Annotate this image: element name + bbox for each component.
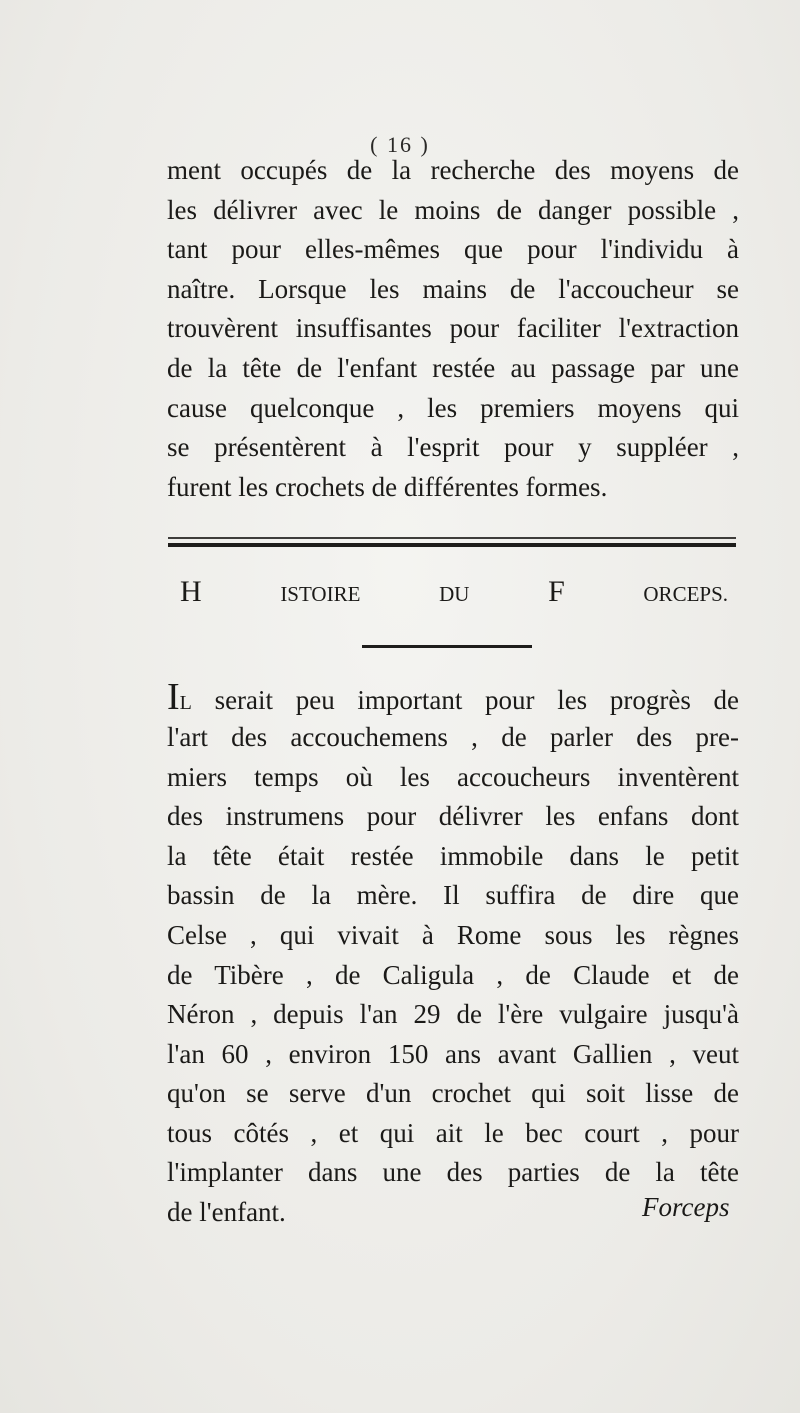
first-line-text: serait peu important pour les progrès de [214, 685, 739, 715]
text-line: des instrumens pour délivrer les enfans dont [167, 801, 739, 831]
text-line: naître. Lorsque les mains de l'accoucheur se [167, 274, 739, 304]
text-line: qu'on se serve d'un crochet qui soit lisse de [167, 1078, 739, 1108]
text-line: l'an 60 , environ 150 ans avant Gallien , veut [167, 1039, 739, 1069]
drop-cap-rest: L [179, 692, 192, 714]
text-line: de Tibère , de Caligula , de Claude et de [167, 960, 739, 990]
text-line: trouvèrent insuffisantes pour faciliter l'extraction [167, 313, 739, 343]
text-line: les délivrer avec le moins de danger possible , [167, 195, 739, 225]
heading-initial: F [548, 575, 565, 608]
text-line: furent les crochets de différentes formes. [167, 472, 608, 502]
page-number: ( 16 ) [370, 132, 430, 157]
text-line: miers temps où les accoucheurs inventèrent [167, 762, 739, 792]
section-rule-thin [168, 537, 736, 539]
text-line: de la tête de l'enfant restée au passage par une [167, 353, 739, 383]
heading-word: ORCEPS. [643, 582, 729, 606]
text-line: tous côtés , et qui ait le bec court , pour [167, 1118, 739, 1148]
text-line: tant pour elles-mêmes que pour l'individu à [167, 234, 739, 264]
heading-word: DU [439, 582, 470, 606]
text-line: se présentèrent à l'esprit pour y suppléer , [167, 432, 739, 462]
catchword: Forceps [642, 1192, 730, 1222]
text-line: l'implanter dans une des parties de la tête [167, 1157, 739, 1187]
text-line: bassin de la mère. Il suffira de dire que [167, 880, 739, 910]
heading-word: ISTOIRE [280, 582, 361, 606]
text-line: l'art des accouchemens , de parler des pre- [167, 722, 739, 752]
text-line: de l'enfant. [167, 1197, 286, 1227]
heading-underline-rule [362, 645, 532, 648]
text-line: ment occupés de la recherche des moyens de [167, 155, 739, 185]
drop-cap: I [167, 676, 180, 718]
text-line: la tête était restée immobile dans le petit [167, 841, 739, 871]
text-line: Celse , qui vivait à Rome sous les règnes [167, 920, 739, 950]
text-line: Néron , depuis l'an 29 de l'ère vulgaire jusqu'à [167, 999, 739, 1029]
text-line-first [167, 678, 739, 718]
section-heading [180, 575, 728, 615]
text-line: cause quelconque , les premiers moyens qui [167, 393, 739, 423]
section-rule-thick [168, 543, 736, 547]
heading-initial: H [180, 575, 202, 608]
